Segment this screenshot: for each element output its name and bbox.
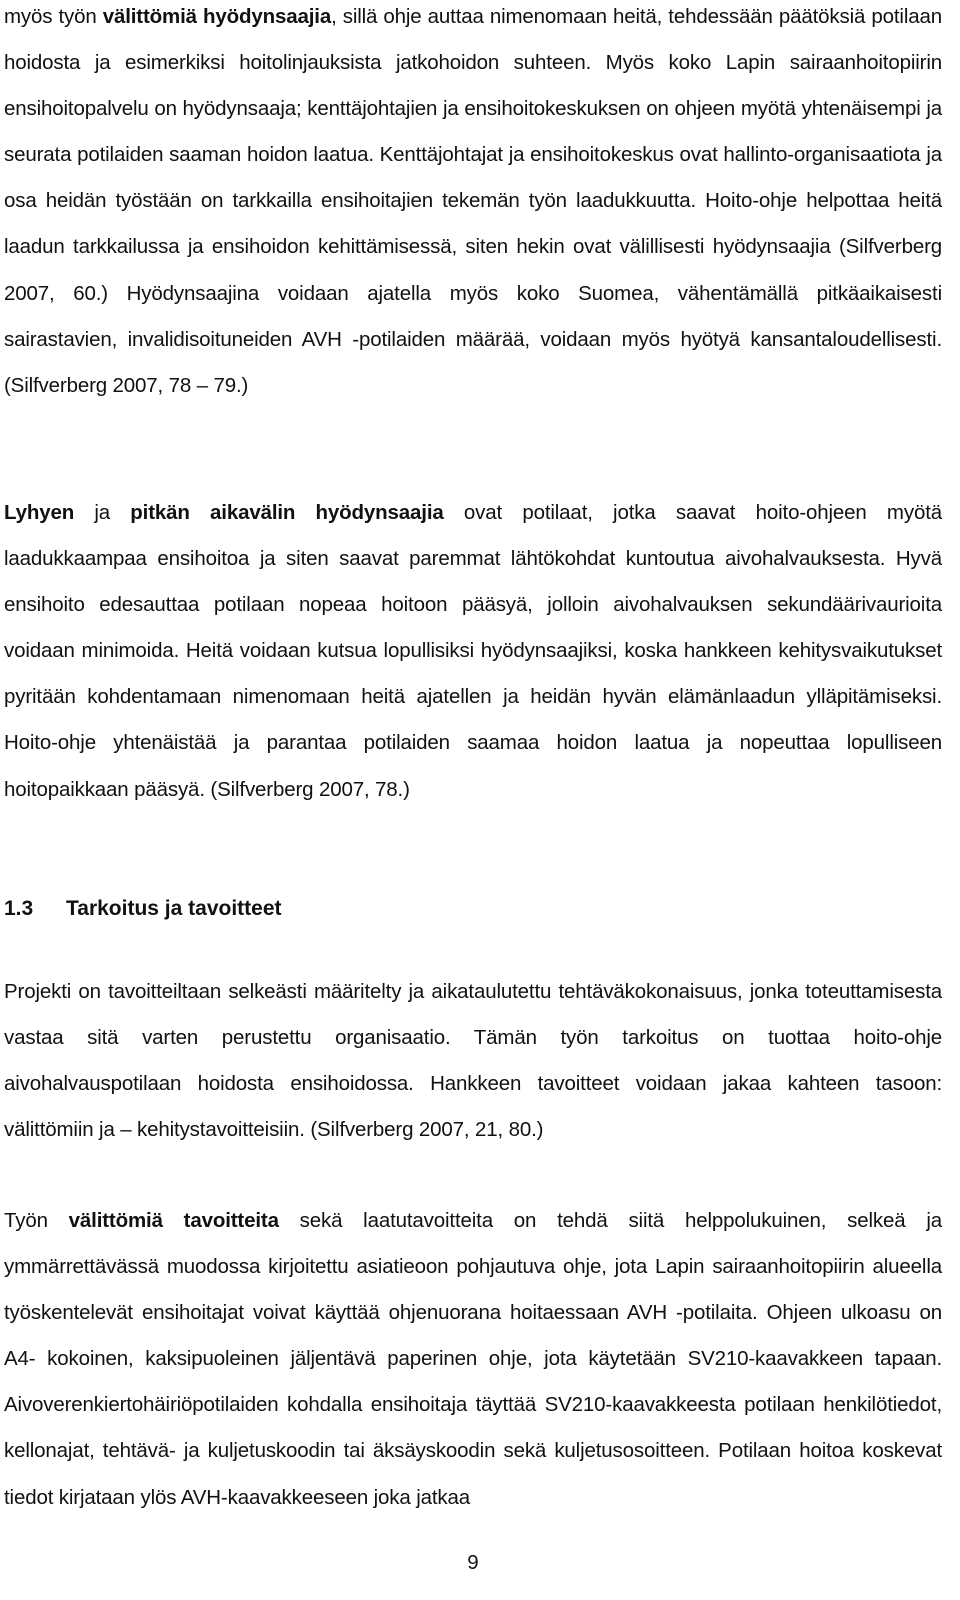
text-run: sekä laatutavoitteita on tehdä siitä helppolukuinen, selkeä ja ymmärrettävässä muodossa kirjoitettu asiatieoon pohjautuva ohje, jota Lapin sairaanhoitopiirin alueella työskentelevät ensihoitajat voivat käyttää ohjenuorana hoitaessaan AVH -potilaita. Ohjeen ulkoasu on A4- kokoinen, kaksipuoleinen jäljentävä paperinen ohje, jota käytetään SV210-kaavakkeen tapaan. Aivoverenkiertohäiriöpotilaiden kohdalla ensihoitaja täyttää SV210-kaavakkeesta potilaan henkilötiedot, kellonajat, tehtävä- ja kuljetuskoodin tai äksäyskoodin sekä kuljetusosoitteen. Potilaan hoitoa koskevat tiedot kirjataan ylös AVH-kaavakkeeseen joka jatkaa: [4, 1209, 942, 1509]
section-title: Tarkoitus ja tavoitteet: [66, 897, 282, 920]
text-run: myös työn: [4, 5, 103, 28]
section-heading: [4, 889, 282, 929]
paragraph-short-long-term-beneficiaries: [4, 490, 942, 813]
bold-term: välittömiä hyödynsaajia: [102, 5, 332, 28]
bold-term: pitkän aikavälin hyödynsaajia: [130, 501, 444, 524]
text-run: Projekti on tavoitteiltaan selkeästi määritelty ja aikataulutettu tehtäväkokonaisuus, jonka toteuttamisesta vastaa sitä varten perustettu organisaatio. Tämän työn tarkoitus on tuottaa hoito-ohje aivohalvauspotilaan hoidosta ensihoidossa. Hankkeen tavoitteet voidaan jakaa kahteen tasoon: välittömiin ja – kehitystavoitteisiin. (Silfverberg 2007, 21, 80.): [4, 980, 942, 1142]
bold-term: Lyhyen: [4, 501, 75, 524]
text-run: ovat potilaat, jotka saavat hoito-ohjeen myötä laadukkaampaa ensihoitoa ja siten saavat paremmat lähtökohdat kuntoutua aivohalvauksesta. Hyvä ensihoito edesauttaa potilaan nopeaa hoitoon pääsyä, jolloin aivohalvauksen sekundäärivaurioita voidaan minimoida. Heitä voidaan kutsua lopullisiksi hyödynsaajiksi, koska hankkeen kehitysvaikutukset pyritään kohdentamaan nimenomaan heitä ajatellen ja heidän hyvän elämänlaadun ylläpitämiseksi. Hoito-ohje yhtenäistää ja parantaa potilaiden saamaa hoidon laatua ja nopeuttaa lopulliseen hoitopaikkaan pääsyä. (Silfverberg 2007, 78.): [4, 501, 942, 801]
page-number: 9: [467, 1551, 479, 1574]
paragraph-project-definition: [4, 969, 942, 1153]
text-run: ja: [74, 501, 131, 524]
text-run: Työn: [4, 1209, 69, 1232]
bold-term: välittömiä tavoitteita: [68, 1209, 279, 1232]
text-run: , sillä ohje auttaa nimenomaan heitä, tehdessään päätöksiä potilaan hoidosta ja esimerkiksi hoitolinjauksista jatkohoidon suhteen. Myös koko Lapin sairaanhoitopiirin ensihoitopalvelu on hyödynsaaja; kenttäjohtajien ja ensihoitokeskuksen on ohjeen myötä yhtenäisempi ja seurata potilaiden saaman hoidon laatua. Kenttäjohtajat ja ensihoitokeskus ovat hallinto-organisaatiota ja osa heidän työstään on tarkkailla ensihoitajien tekemän työn laadukkuutta. Hoito-ohje helpottaa heitä laadun tarkkailussa ja ensihoidon kehittämisessä, siten hekin ovat välillisesti hyödynsaajia (Silfverberg 2007, 60.) Hyödynsaajina voidaan ajatella myös koko Suomea, vähentämällä pitkäaikaisesti sairastavien, invalidisoituneiden AVH -potilaiden määrää, voidaan myös hyötyä kansantaloudellisesti. (Silfverberg 2007, 78 – 79.): [4, 5, 942, 397]
section-number: 1.3: [4, 897, 34, 920]
document-page: [4, 0, 942, 1600]
paragraph-direct-beneficiaries: [4, 0, 942, 409]
paragraph-immediate-goals: [4, 1198, 942, 1521]
